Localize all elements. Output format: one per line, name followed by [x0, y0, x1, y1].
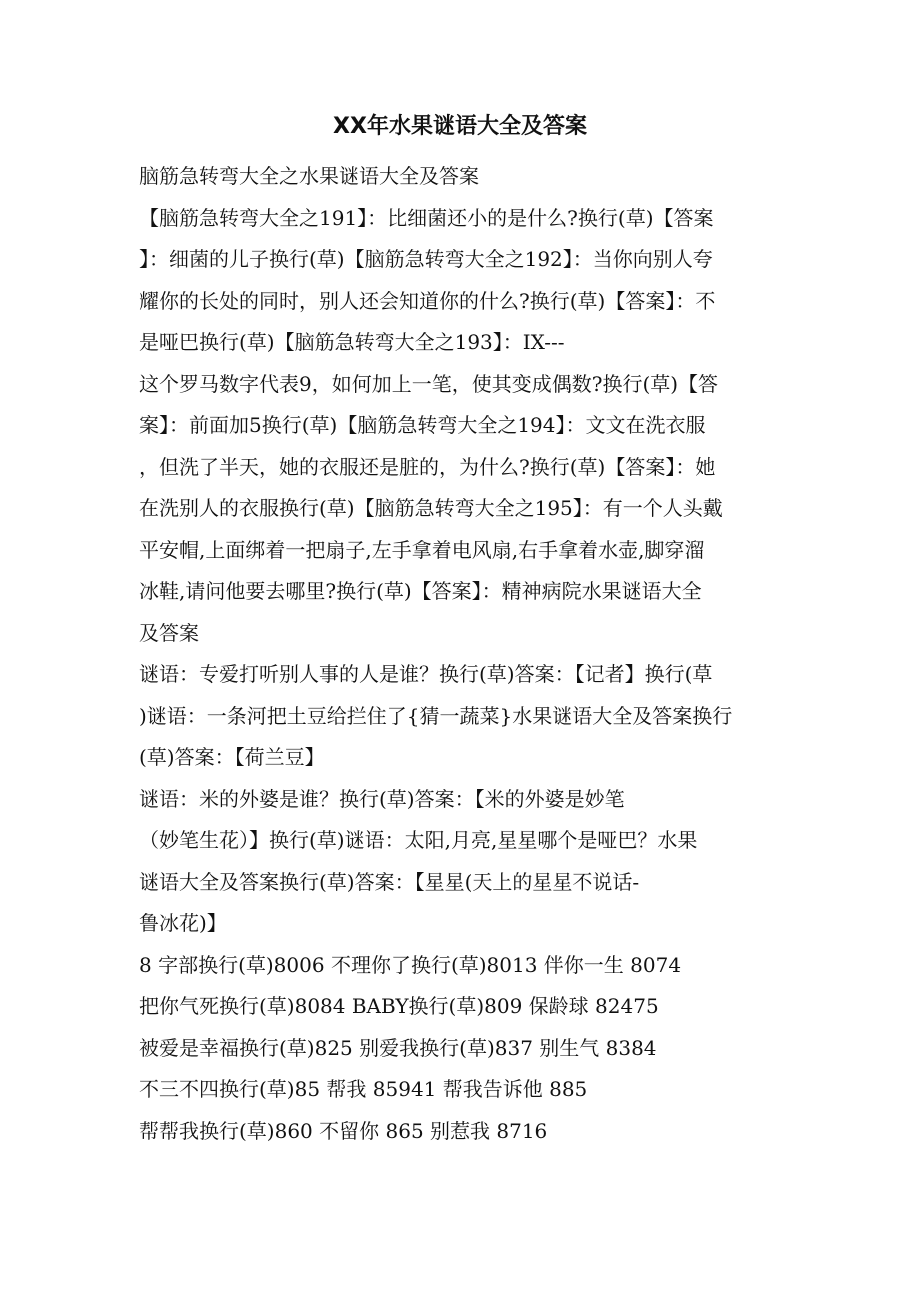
text-line: 这个罗马数字代表9，如何加上一笔，使其变成偶数?换行(草)【答	[139, 371, 719, 396]
text-line: 8 字部换行(草)8006 不理你了换行(草)8013 伴你一生 8074	[139, 952, 682, 977]
text-line: (草)答案：【荷兰豆】	[139, 745, 325, 769]
text-line: 【脑筋急转弯大全之191】：比细菌还小的是什么?换行(草)【答案	[139, 205, 714, 230]
text-line: 谜语：米的外婆是谁？换行(草)答案：【米的外婆是妙笔	[139, 786, 625, 811]
text-line: 是哑巴换行(草)【脑筋急转弯大全之193】：IX---	[139, 330, 565, 354]
text-line: 帮帮我换行(草)860 不留你 865 别惹我 8716	[139, 1118, 548, 1143]
text-line: )谜语：一条河把土豆给拦住了{猜一蔬菜}水果谜语大全及答案换行	[139, 703, 733, 728]
text-line: 被爱是幸福换行(草)825 别爱我换行(草)837 别生气 8384	[139, 1035, 657, 1060]
document-body	[139, 156, 783, 1152]
text-line: 案】：前面加5换行(草)【脑筋急转弯大全之194】：文文在洗衣服	[139, 413, 706, 437]
text-line: 谜语：专爱打听别人事的人是谁？换行(草)答案：【记者】换行(草	[139, 662, 713, 686]
text-line: 谜语大全及答案换行(草)答案：【星星(天上的星星不说话-	[139, 869, 640, 894]
text-line: 在洗别人的衣服换行(草)【脑筋急转弯大全之195】：有一个人头戴	[139, 496, 723, 520]
text-line: 不三不四换行(草)85 帮我 85941 帮我告诉他 885	[139, 1077, 588, 1101]
text-line: 耀你的长处的同时，别人还会知道你的什么?换行(草)【答案】：不	[139, 288, 716, 313]
text-line: （妙笔生花）】换行(草)谜语：太阳,月亮,星星哪个是哑巴？水果	[139, 828, 698, 852]
document-title: XX年水果谜语大全及答案	[333, 114, 587, 139]
text-line: 】：细菌的儿子换行(草)【脑筋急转弯大全之192】：当你向别人夸	[139, 247, 713, 271]
text-line: 脑筋急转弯大全之水果谜语大全及答案	[139, 164, 479, 188]
text-line: 冰鞋,请问他要去哪里?换行(草)【答案】：精神病院水果谜语大全	[139, 579, 702, 603]
text-line: 把你气死换行(草)8084 BABY换行(草)809 保龄球 82475	[139, 994, 659, 1018]
text-line: 鲁冰花)】	[139, 911, 227, 935]
text-line: 及答案	[139, 620, 199, 645]
text-line: ，但洗了半天，她的衣服还是脏的，为什么?换行(草)【答案】：她	[139, 454, 716, 479]
text-line: 平安帽,上面绑着一把扇子,左手拿着电风扇,右手拿着水壶,脚穿溜	[139, 537, 705, 562]
